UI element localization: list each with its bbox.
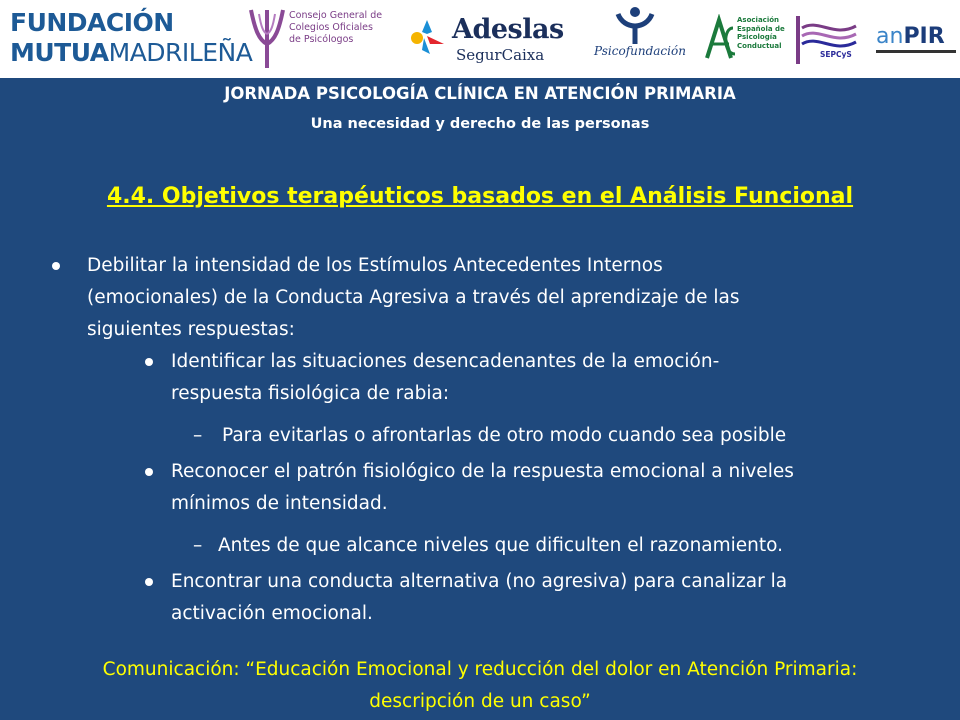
sub-bullet-1-line2: respuesta fisiológica de rabia: [171,383,450,404]
consejo-logo-line1: Consejo General de [289,10,383,21]
footer-communication [0,654,960,718]
sub-bullet-3-line1: Encontrar una conducta alternativa (no agresiva) para canalizar la [171,571,788,592]
dash-marker-2: – [193,535,203,556]
fundacion-logo-line1: FUNDACIÓN [10,8,174,37]
dash-marker-1: – [193,425,203,446]
aepc-logo-line2: Española de [737,24,785,33]
consejo-logo-line2: Colegios Oficiales [289,22,373,33]
event-subtitle: Una necesidad y derecho de las personas [310,116,650,132]
main-bullet-line2: (emocionales) de la Conducta Agresiva a través del aprendizaje de las [87,287,740,308]
sub-bullet-2-line1: Reconocer el patrón fisiológico de la respuesta emocional a niveles [171,461,794,482]
anpir-wordmark-pir: PIR [903,24,945,49]
footer-line2: descripción de un caso” [369,691,591,712]
sub-bullet-1-line1: Identificar las situaciones desencadenantes de la emoción- [171,351,720,372]
adeslas-wordmark: Adeslas [452,14,564,45]
main-bullet-line1: Debilitar la intensidad de los Estímulos Antecedentes Internos [87,255,663,276]
event-title: JORNADA PSICOLOGÍA CLÍNICA EN ATENCIÓN PRIMARIA [224,84,736,103]
aepc-logo-line3: Psicología [737,33,777,41]
segurcaixa-wordmark: SegurCaixa [456,46,545,64]
dash-item-2: Antes de que alcance niveles que dificulten el razonamiento. [218,535,784,556]
aepc-logo-line4: Conductual [737,41,782,50]
footer-line1: Comunicación: “Educación Emocional y reducción del dolor en Atención Primaria: [102,659,858,680]
psicofundacion-wordmark: Psicofundación [594,44,686,58]
consejo-logo-line3: de Psicólogos [289,34,354,45]
sub-bullet-2-line2: mínimos de intensidad. [171,493,388,514]
fundacion-logo-mutua: MUTUA [10,38,109,67]
bullet-dot-main [52,262,60,270]
section-title: 4.4. Objetivos terapéuticos basados en el Análisis Funcional [106,184,854,209]
aepc-logo-line1: Asociación [737,16,780,24]
fundacion-logo-madrilena: MADRILEÑA [108,38,253,67]
bullet-dot-sub1 [145,358,153,366]
bullet-dot-sub3 [145,578,153,586]
bullet-dot-sub2 [145,468,153,476]
dash-item-1: Para evitarlas o afrontarlas de otro modo cuando sea posible [222,425,787,446]
sub-bullet-3-line2: activación emocional. [171,603,373,624]
anpir-wordmark-an: an [876,24,904,49]
sepcys-wordmark: SEPCyS [820,50,852,59]
main-bullet-line3: siguientes respuestas: [87,319,295,340]
